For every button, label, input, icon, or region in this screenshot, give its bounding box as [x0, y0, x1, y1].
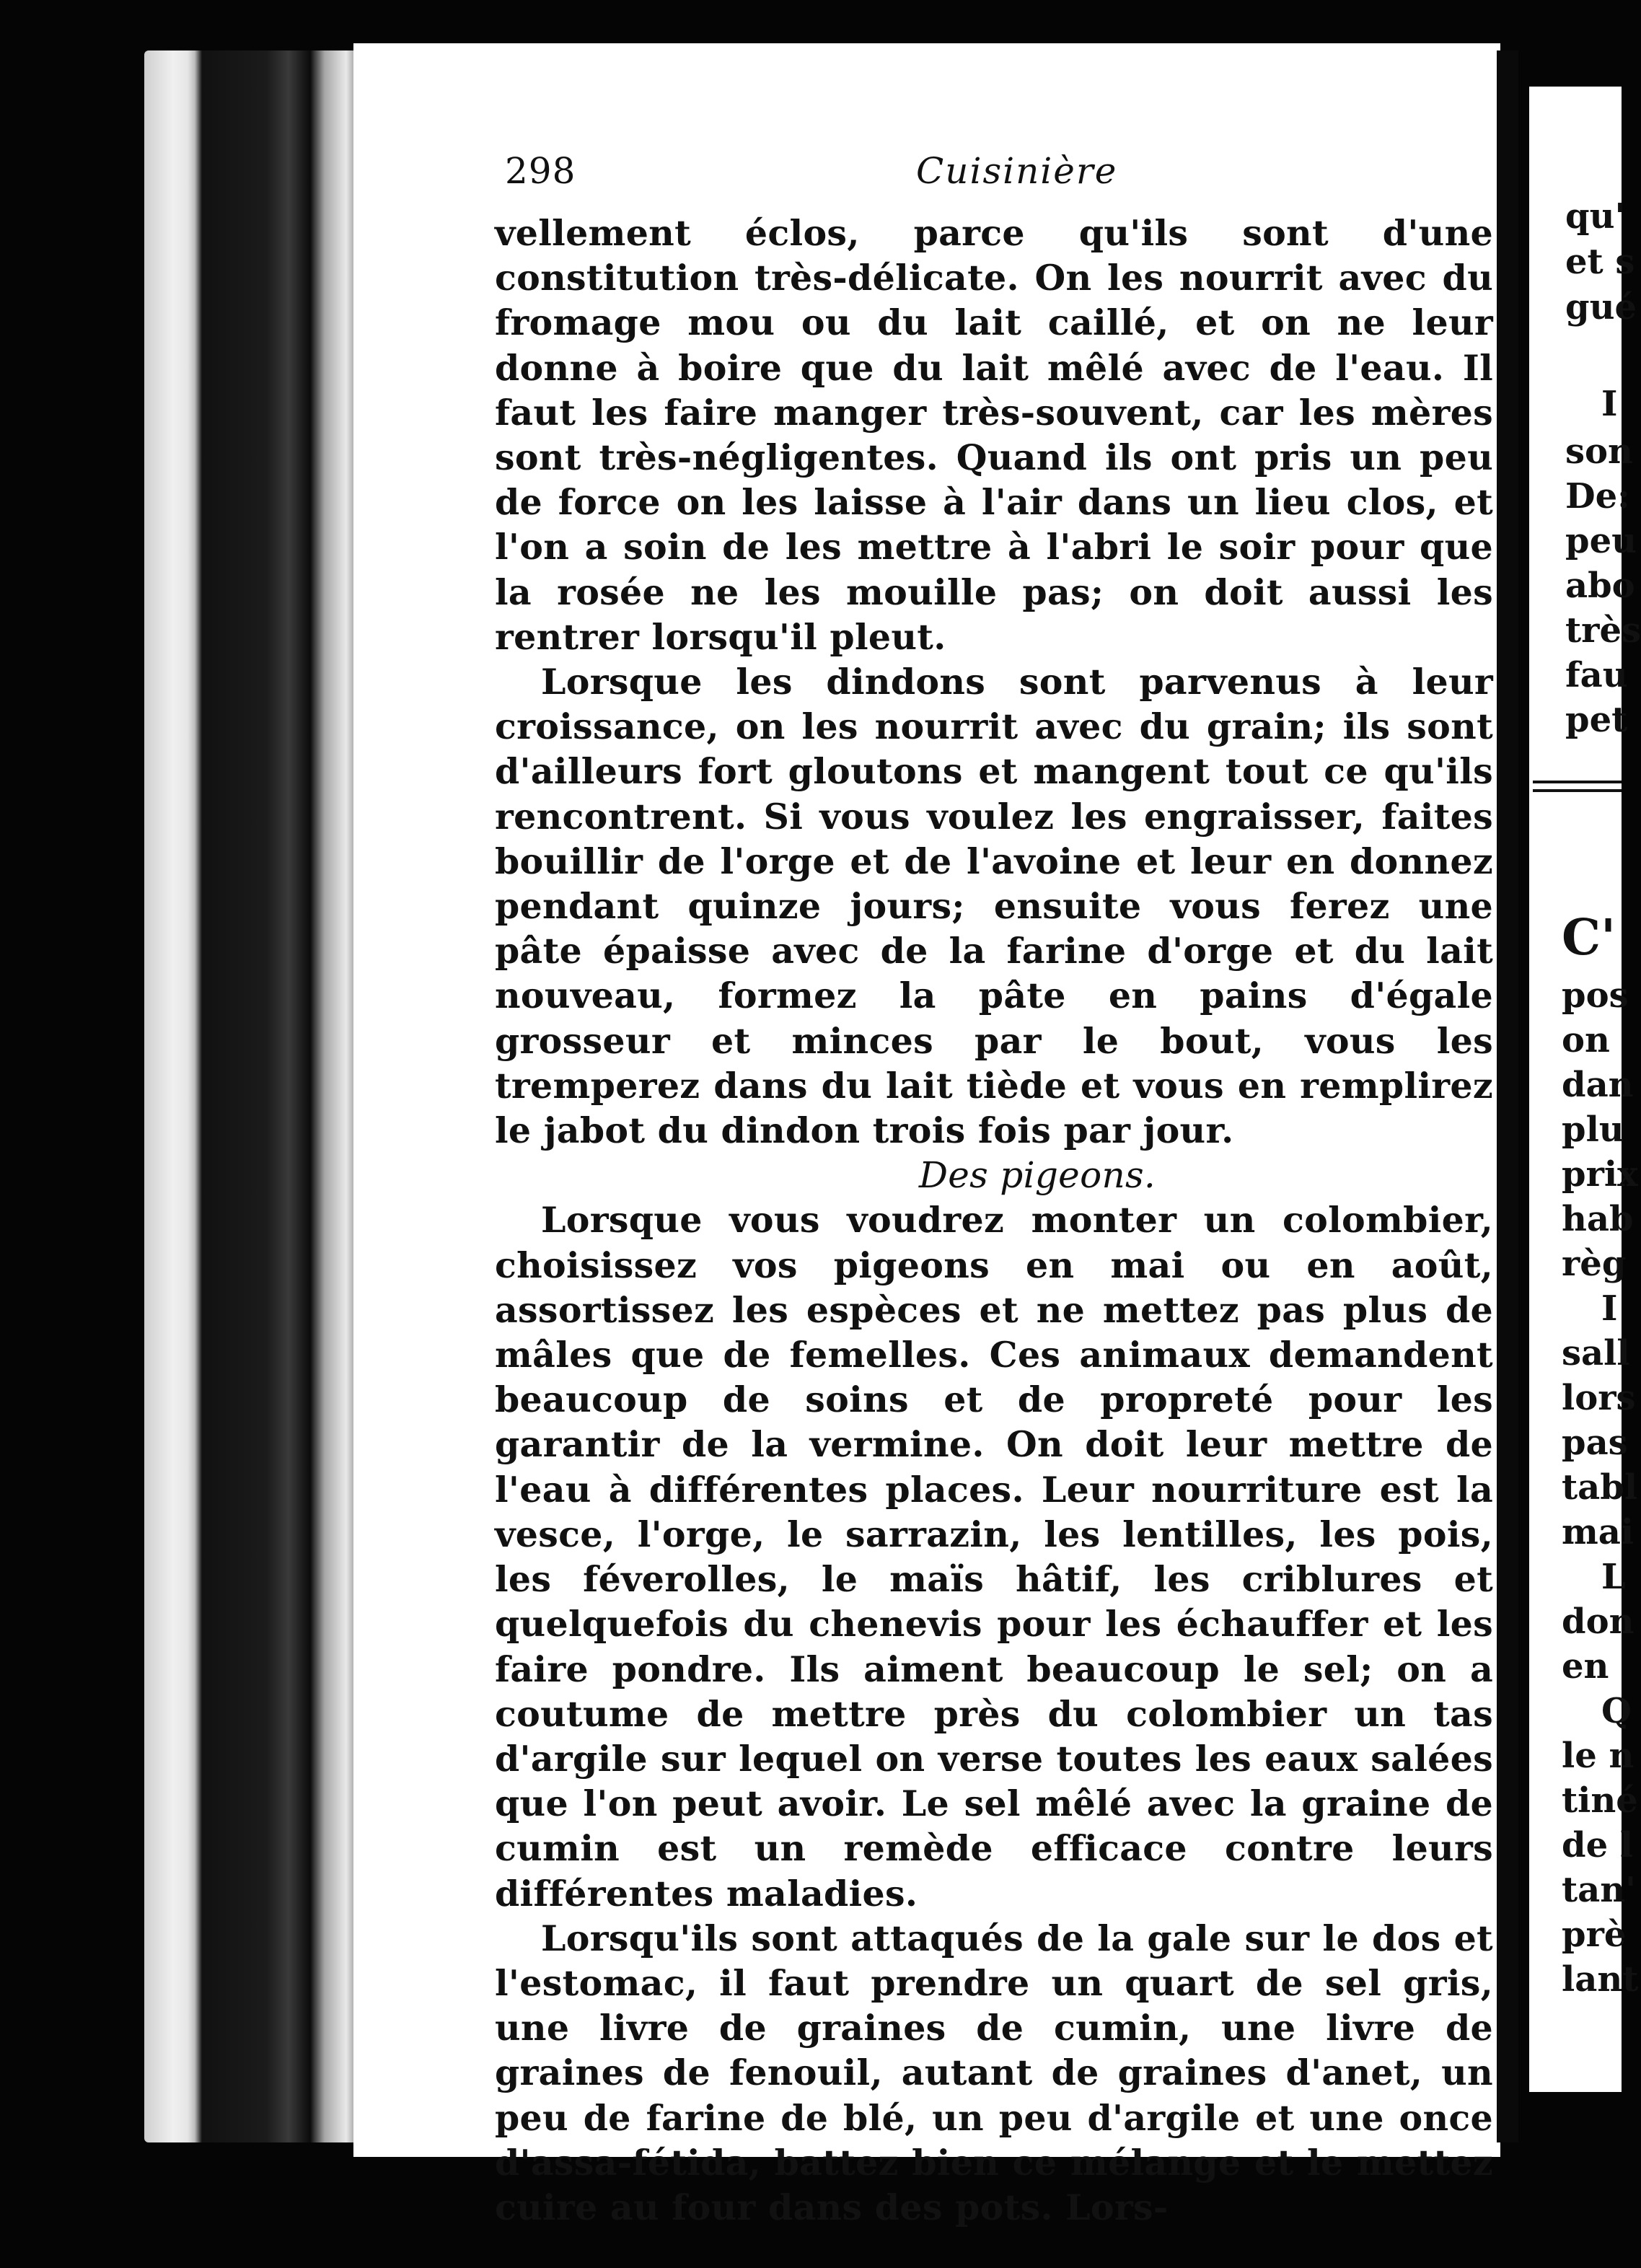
page-gutter-shadow	[1497, 50, 1518, 2142]
facing-fragment: lant	[1562, 1959, 1639, 2000]
page-title: Cuisinière	[916, 150, 1118, 192]
facing-fragment: règ	[1562, 1244, 1627, 1284]
paragraph-3: Lorsque vous voudrez monter un colombier, choisissez vos pigeons en mai ou en août, assortissez les espèces et ne mettez pas plus de mâles que de femelles. Ces animaux demandent beaucoup de soins et de propreté pour les garantir de la vermine. On doit leur mettre de l'eau à différentes places. Leur nourriture est la vesce, l'orge, le sarrazin, les lentilles, les pois, les féverolles, le maïs hâtif, les criblures et quelquefois du chenevis pour les échauffer et les faire pondre. Ils aiment beaucoup le sel; on a coutume de mettre près du colombier un tas d'argile sur lequel on verse toutes les eaux salées que l'on peut avoir. Le sel mêlé avec la graine de cumin est un remède efficace contre leurs différentes maladies.	[495, 1199, 1493, 1915]
facing-fragment: pas	[1562, 1423, 1628, 1463]
page-body	[495, 211, 1493, 2230]
facing-fragment: pos	[1562, 975, 1629, 1016]
book-edge	[144, 50, 361, 2142]
section-heading: Des pigeons.	[918, 1154, 1156, 1197]
facing-fragment: tabl	[1562, 1467, 1638, 1508]
paragraph-4: Lorsqu'ils sont attaqués de la gale sur le dos et l'estomac, il faut prendre un quart de sel gris, une livre de graines de cumin, une livre de graines de fenouil, autant de graines d'anet, un peu de farine de blé, un peu d'argile et une once d'assa-fétida, battez bien ce mélange et le mettez cuire au four dans des pots. Lors-	[495, 1917, 1493, 2228]
facing-fragment: mai	[1562, 1512, 1635, 1552]
paragraph-2: Lorsque les dindons sont parvenus à leur croissance, on les nourrit avec du grain; ils sont d'ailleurs fort gloutons et mangent tout ce qu'ils rencontrent. Si vous voulez les engraisser, faites bouillir de l'orge et de l'avoine et leur en donnez pendant quinze jours; ensuite vous ferez une pâte épaisse avec de la farine d'orge et du lait nouveau, formez la pâte en pains d'égale grosseur et minces par le bout, vous les tremperez dans du lait tiède et vous en remplirez le jabot du dindon trois fois par jour.	[495, 661, 1493, 1152]
facing-fragment: don	[1562, 1601, 1635, 1642]
facing-fragment: De:	[1565, 476, 1630, 517]
facing-fragment: on	[1562, 1020, 1610, 1060]
facing-fragment: tiné	[1562, 1780, 1638, 1821]
facing-fragment: en	[1562, 1646, 1609, 1687]
facing-fragment: le n	[1562, 1736, 1635, 1776]
facing-fragment: abo	[1565, 566, 1635, 606]
facing-fragment: I	[1601, 384, 1618, 424]
facing-dropcap: C'	[1562, 909, 1616, 967]
facing-fragment: son	[1565, 431, 1633, 472]
facing-fragment: fau	[1565, 655, 1628, 695]
facing-fragment: I	[1601, 1288, 1618, 1329]
facing-fragment: hab	[1562, 1199, 1634, 1239]
facing-fragment: sall	[1562, 1333, 1630, 1373]
facing-fragment: tan'	[1562, 1870, 1636, 1910]
page-number: 298	[505, 150, 576, 192]
facing-fragment: pet	[1565, 700, 1628, 740]
facing-fragment: prix	[1562, 1154, 1638, 1195]
facing-fragment: plu	[1562, 1109, 1624, 1150]
running-head	[505, 150, 1500, 201]
facing-fragment: qu'	[1565, 196, 1626, 237]
facing-rule	[1533, 781, 1622, 783]
facing-fragment: de l	[1562, 1825, 1634, 1865]
facing-fragment: très	[1565, 610, 1641, 651]
facing-fragment: prè	[1562, 1915, 1627, 1955]
facing-fragment: dan	[1562, 1065, 1634, 1105]
facing-fragment: gué	[1565, 287, 1637, 328]
facing-rule	[1533, 789, 1622, 792]
facing-fragment: et s	[1565, 242, 1635, 282]
facing-fragment: lors	[1562, 1378, 1636, 1418]
paragraph-1: vellement éclos, parce qu'ils sont d'une constitution très-délicate. On les nourrit avec du fromage mou ou du lait caillé, et on ne leur donne à boire que du lait mêlé avec de l'eau. Il faut les faire manger très-souvent, car les mères sont très-négligentes. Quand ils ont pris un peu de force on les laisse à l'air dans un lieu clos, et l'on a soin de les mettre à l'abri le soir pour que la rosée ne les mouille pas; on doit aussi les rentrer lorsqu'il pleut.	[495, 212, 1493, 658]
facing-fragment: peu	[1565, 521, 1637, 561]
facing-fragment: L	[1601, 1557, 1626, 1597]
facing-fragment: Q	[1601, 1691, 1632, 1731]
